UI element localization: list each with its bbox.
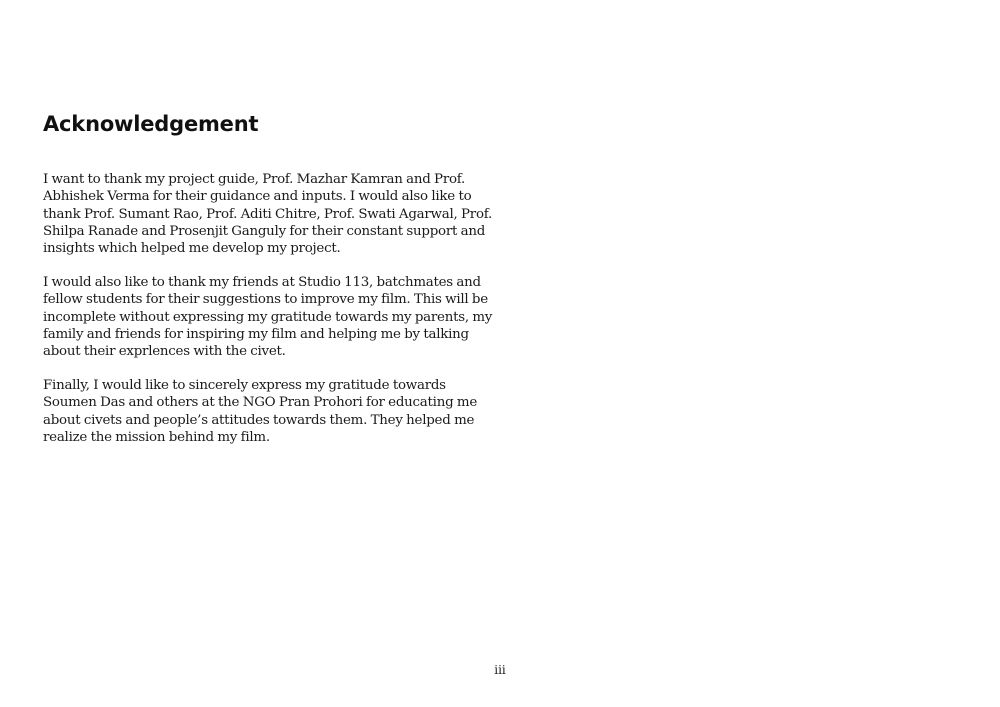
paragraph-line: family and friends for inspiring my film and helping me by talking	[43, 326, 469, 342]
paragraph-line: I want to thank my project guide, Prof. Mazhar Kamran and Prof.	[43, 172, 466, 187]
paragraph-line: insights which helped me develop my project.	[43, 241, 341, 257]
paragraph-guides	[43, 171, 492, 257]
paragraph-line: thank Prof. Sumant Rao, Prof. Aditi Chitre, Prof. Swati Agarwal, Prof.	[43, 206, 492, 222]
page-title: Acknowledgement	[43, 112, 259, 136]
paragraph-ngo	[43, 377, 488, 446]
paragraph-line: about civets and people’s attitudes towards them. They helped me	[43, 412, 475, 428]
paragraph-line: Soumen Das and others at the NGO Pran Prohori for educating me	[43, 395, 478, 411]
paragraph-line: Finally, I would like to sincerely express my gratitude towards	[43, 378, 446, 393]
paragraph-line: incomplete without expressing my gratitude towards my parents, my	[43, 309, 493, 325]
paragraph-line: I would also like to thank my friends at Studio 113, batchmates and	[43, 275, 481, 290]
paragraph-line: fellow students for their suggestions to improve my film. This will be	[43, 292, 488, 308]
paragraph-line: realize the mission behind my film.	[43, 429, 270, 445]
paragraph-line: about their exprlences with the civet.	[43, 344, 286, 360]
paragraph-friends-family	[43, 274, 493, 360]
page-number: iii	[494, 663, 506, 677]
paragraph-line: Shilpa Ranade and Prosenjit Ganguly for their constant support and	[43, 223, 486, 239]
paragraph-line: Abhishek Verma for their guidance and inputs. I would also like to	[43, 189, 472, 205]
